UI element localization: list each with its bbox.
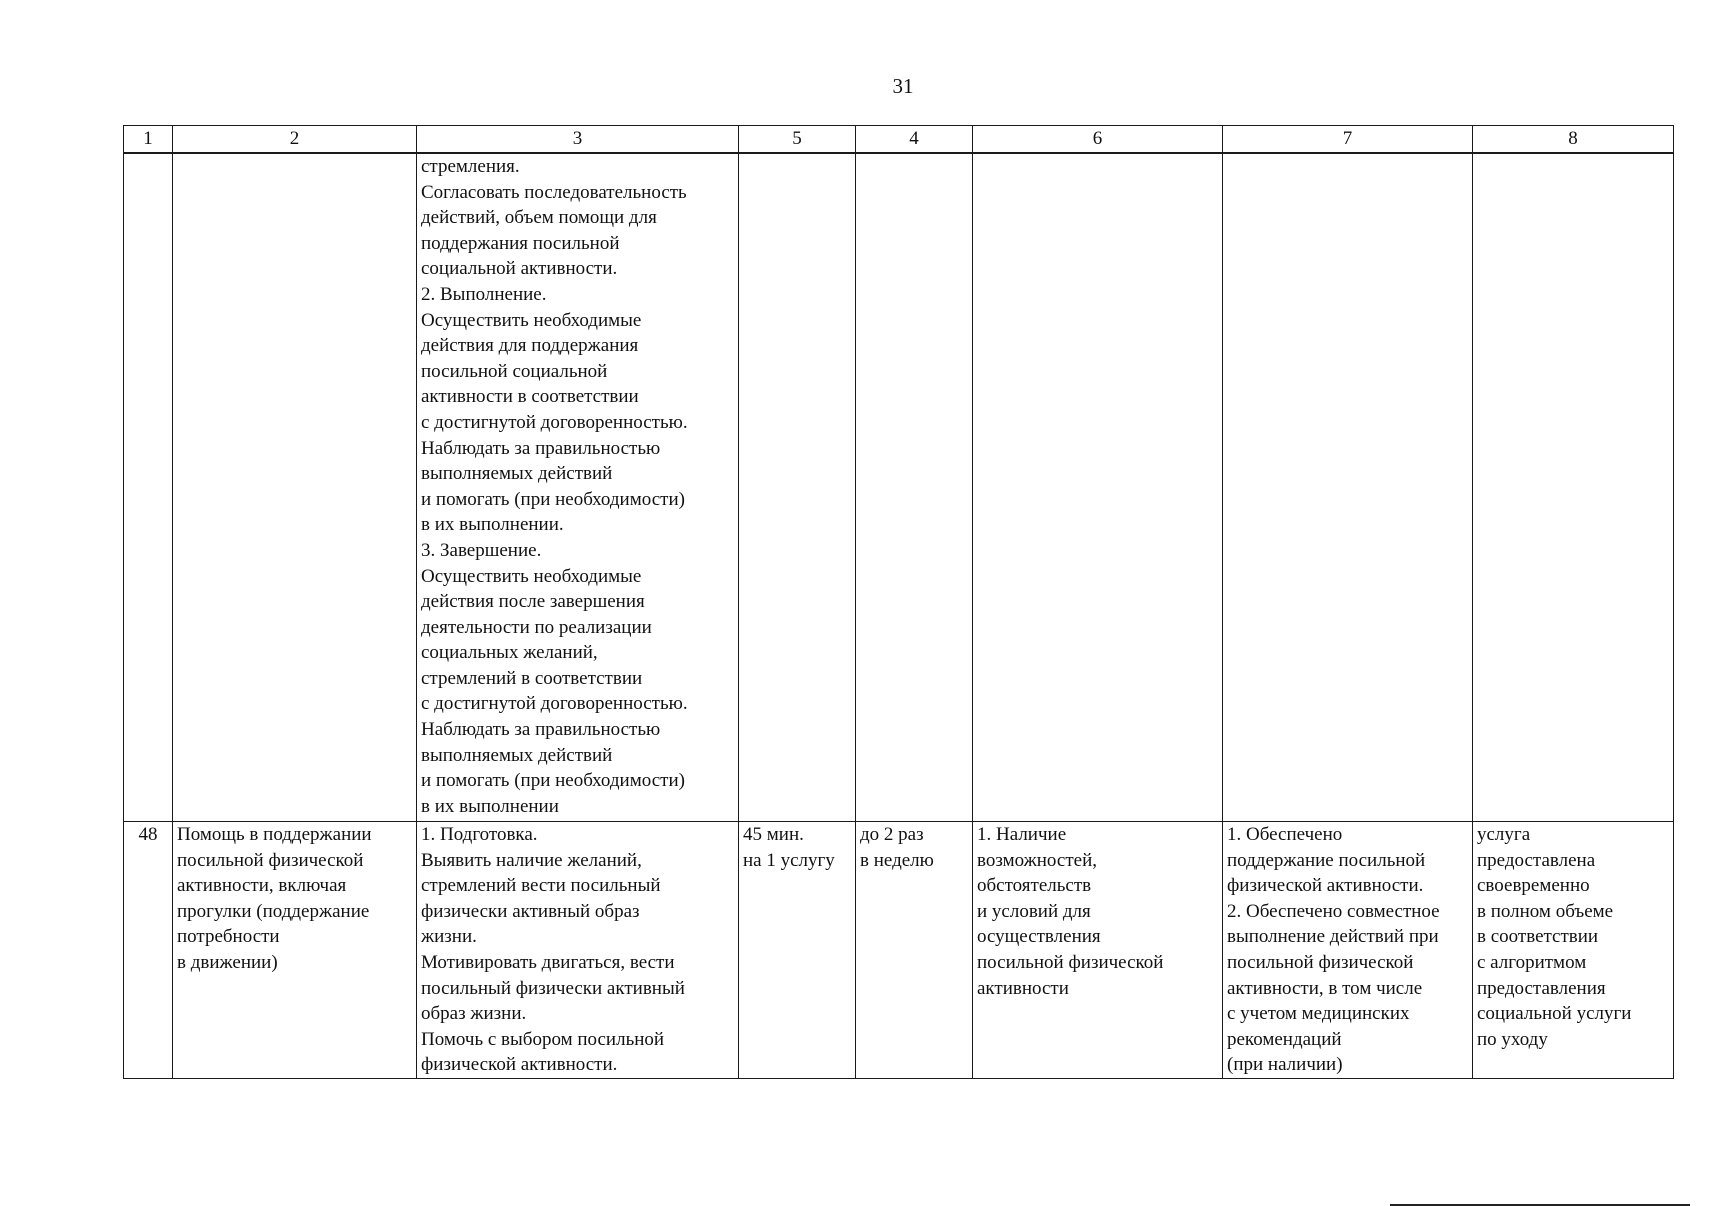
text-line: посильной физической bbox=[977, 951, 1164, 973]
text-line: посильной физической bbox=[1227, 951, 1414, 973]
cell-empty bbox=[124, 153, 173, 822]
text-line: до 2 раз bbox=[860, 824, 924, 845]
column-header-2: 2 bbox=[173, 126, 417, 154]
text-line: и помогать (при необходимости) bbox=[421, 488, 685, 510]
table-row-continuation bbox=[124, 153, 1674, 822]
text-line: с учетом медицинских bbox=[1227, 1003, 1410, 1025]
services-table bbox=[123, 125, 1674, 1079]
text-line: в неделю bbox=[860, 849, 934, 871]
text-line: посильной социальной bbox=[421, 360, 608, 382]
text-line: обстоятельств bbox=[977, 875, 1092, 897]
text-line: социальных желаний, bbox=[421, 642, 598, 664]
text-line: посильной физической bbox=[177, 849, 364, 871]
text-line: деятельности по реализации bbox=[421, 616, 652, 638]
text-line: и помогать (при необходимости) bbox=[421, 770, 685, 792]
text-line: поддержание посильной bbox=[1227, 849, 1426, 871]
text-line: физически активный образ bbox=[421, 900, 640, 922]
text-line: выполняемых действий bbox=[421, 463, 613, 485]
text-line: активности в соответствии bbox=[421, 386, 639, 408]
text-line: предоставления bbox=[1477, 977, 1606, 999]
page-number: 31 bbox=[892, 74, 914, 98]
text-line: 45 мин. bbox=[743, 824, 804, 845]
text-line: услуга bbox=[1477, 824, 1531, 845]
text-line: 1. Подготовка. bbox=[421, 824, 538, 845]
text-line: 2. Выполнение. bbox=[421, 283, 547, 305]
cell-row-number: 48 bbox=[124, 822, 173, 1079]
text-line: действия для поддержания bbox=[421, 335, 639, 357]
text-line: физической активности. bbox=[1227, 875, 1424, 897]
cell-frequency bbox=[856, 822, 973, 1079]
text-line: осуществления bbox=[977, 926, 1101, 948]
text-line: активности, в том числе bbox=[1227, 977, 1423, 999]
text-line: 1. Обеспечено bbox=[1227, 824, 1343, 845]
text-line: поддержания посильной bbox=[421, 232, 620, 254]
text-line: 1. Наличие bbox=[977, 824, 1067, 845]
cell-empty bbox=[739, 153, 856, 822]
column-header-8: 8 bbox=[1473, 126, 1674, 154]
cell-empty bbox=[973, 153, 1223, 822]
cell-quality bbox=[1473, 822, 1674, 1079]
text-line: активности bbox=[977, 977, 1069, 999]
text-line: с достигнутой договоренностью. bbox=[421, 693, 688, 715]
text-line: Мотивировать двигаться, вести bbox=[421, 951, 675, 973]
text-line: Согласовать последовательность bbox=[421, 181, 687, 203]
table-header-row bbox=[124, 126, 1674, 154]
text-line: физической активности. bbox=[421, 1054, 618, 1076]
text-line: стремлений в соответствии bbox=[421, 667, 643, 689]
text-line: Выявить наличие желаний, bbox=[421, 849, 642, 871]
text-line: на 1 услугу bbox=[743, 849, 835, 871]
column-header-6: 6 bbox=[973, 126, 1223, 154]
cell-conditions bbox=[973, 822, 1223, 1079]
text-line: Осуществить необходимые bbox=[421, 565, 642, 587]
column-header-1: 1 bbox=[124, 126, 173, 154]
cell-procedure-continued bbox=[417, 153, 739, 822]
cell-duration bbox=[739, 822, 856, 1079]
column-header-5: 5 bbox=[739, 126, 856, 154]
column-header-4: 4 bbox=[856, 126, 973, 154]
text-line: Помочь с выбором посильной bbox=[421, 1028, 665, 1050]
text-line: стремления. bbox=[421, 156, 520, 177]
text-line: Наблюдать за правильностью bbox=[421, 719, 661, 741]
text-line: действия после завершения bbox=[421, 591, 645, 613]
cell-empty bbox=[173, 153, 417, 822]
text-line: в соответствии bbox=[1477, 926, 1599, 948]
text-line: социальной услуги bbox=[1477, 1003, 1632, 1025]
text-line: в полном объеме bbox=[1477, 900, 1614, 922]
cell-empty bbox=[1473, 153, 1674, 822]
cell-procedure bbox=[417, 822, 739, 1079]
text-line: Осуществить необходимые bbox=[421, 309, 642, 331]
text-line: стремлений вести посильный bbox=[421, 875, 661, 897]
text-line: возможностей, bbox=[977, 849, 1097, 871]
text-line: с алгоритмом bbox=[1477, 951, 1587, 973]
text-line: 3. Завершение. bbox=[421, 539, 542, 561]
text-line: (при наличии) bbox=[1227, 1054, 1343, 1076]
text-line: действий, объем помощи для bbox=[421, 207, 657, 229]
text-line: посильный физически активный bbox=[421, 977, 685, 999]
text-line: Наблюдать за правильностью bbox=[421, 437, 661, 459]
text-line: выполняемых действий bbox=[421, 744, 613, 766]
text-line: Помощь в поддержании bbox=[177, 824, 372, 845]
cell-empty bbox=[856, 153, 973, 822]
text-line: рекомендаций bbox=[1227, 1028, 1342, 1050]
text-line: своевременно bbox=[1477, 875, 1590, 897]
text-line: с достигнутой договоренностью. bbox=[421, 411, 688, 433]
text-line: жизни. bbox=[421, 926, 477, 948]
cell-results bbox=[1223, 822, 1473, 1079]
text-line: потребности bbox=[177, 926, 280, 948]
table-row-48 bbox=[124, 822, 1674, 1079]
text-line: активности, включая bbox=[177, 875, 347, 897]
text-line: 2. Обеспечено совместное bbox=[1227, 900, 1440, 922]
text-line: прогулки (поддержание bbox=[177, 900, 370, 922]
text-line: по уходу bbox=[1477, 1028, 1548, 1050]
text-line: в их выполнении bbox=[421, 795, 559, 817]
text-line: образ жизни. bbox=[421, 1003, 527, 1025]
cell-service-name bbox=[173, 822, 417, 1079]
column-header-3: 3 bbox=[417, 126, 739, 154]
text-line: в движении) bbox=[177, 951, 278, 973]
text-line: предоставлена bbox=[1477, 849, 1596, 871]
text-line: социальной активности. bbox=[421, 258, 618, 280]
cell-empty bbox=[1223, 153, 1473, 822]
text-line: выполнение действий при bbox=[1227, 926, 1439, 948]
text-line: в их выполнении. bbox=[421, 514, 564, 536]
column-header-7: 7 bbox=[1223, 126, 1473, 154]
text-line: и условий для bbox=[977, 900, 1091, 922]
